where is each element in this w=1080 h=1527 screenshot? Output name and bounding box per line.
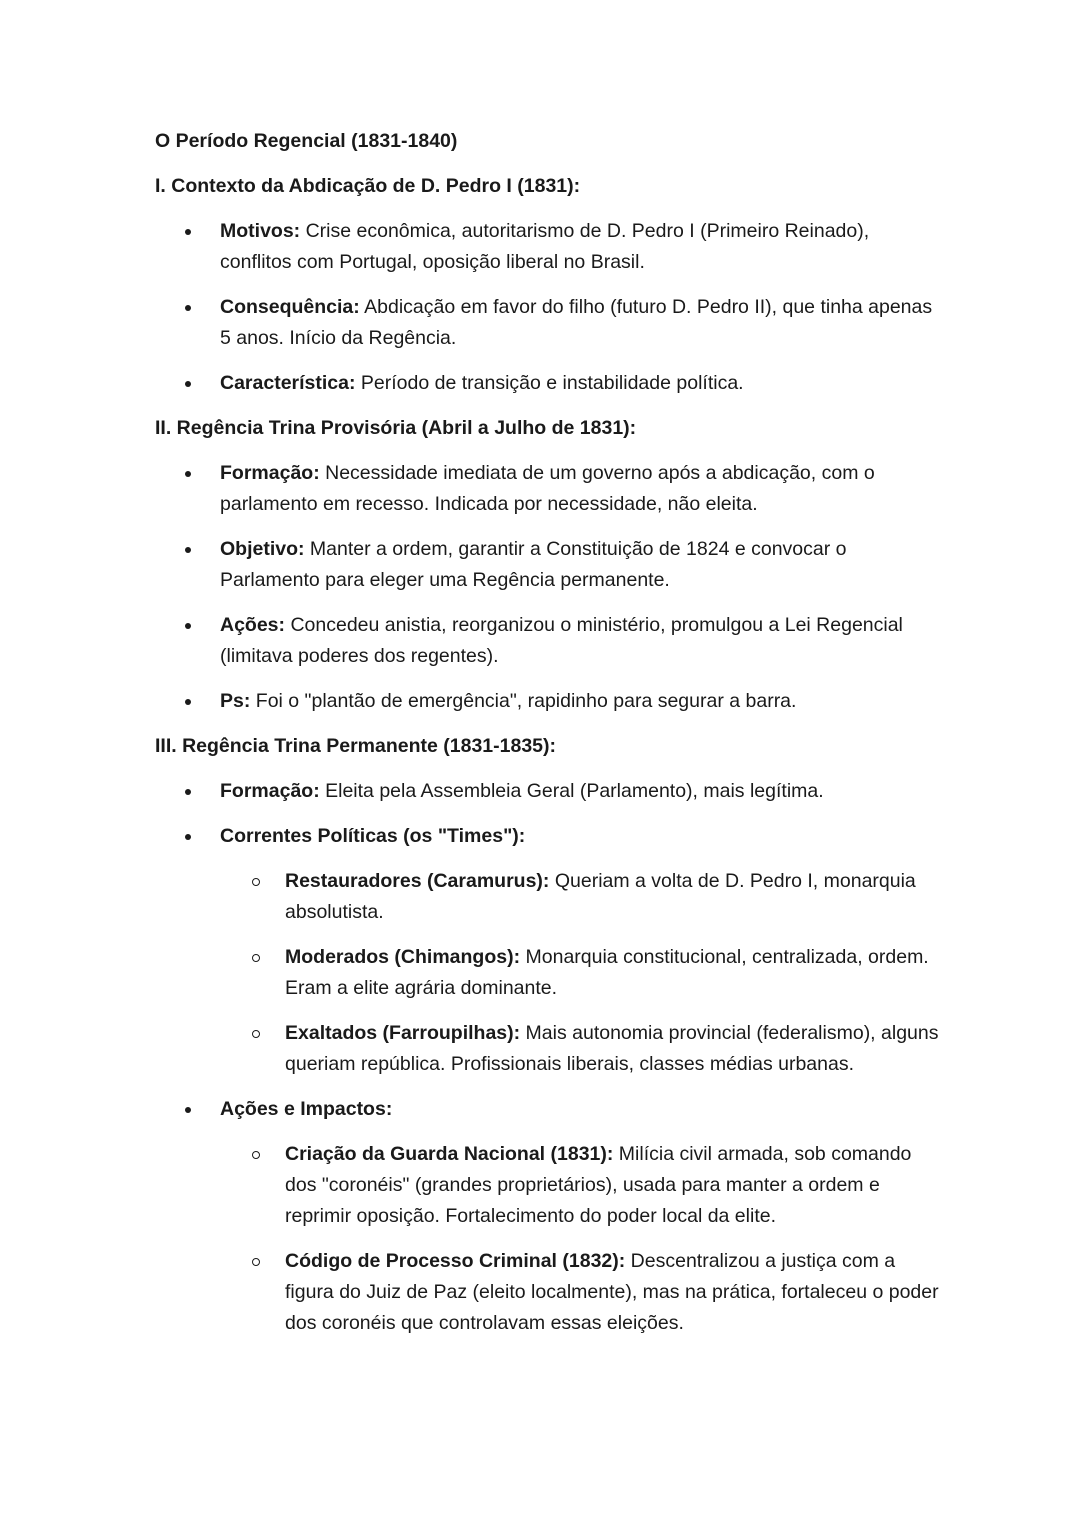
list-item: [155, 610, 945, 672]
list-item: [155, 776, 945, 807]
political-currents-list: [220, 866, 945, 1080]
item-term: Objetivo:: [220, 538, 305, 560]
list-item: [155, 368, 945, 399]
document-title: O Período Regencial (1831-1840): [155, 130, 458, 152]
list-item: [155, 821, 945, 1080]
item-text: Eleita pela Assembleia Geral (Parlamento), mais legítima.: [319, 780, 824, 802]
section-heading-permanente: III. Regência Trina Permanente (1831-1835):: [155, 735, 557, 757]
item-term: Característica:: [220, 372, 356, 394]
item-text: Concedeu anistia, reorganizou o ministério, promulgou a Lei Regencial (limitava poderes dos regentes).: [220, 614, 903, 667]
sub-list-item: [220, 866, 945, 928]
section-list-provisoria: [155, 458, 945, 717]
item-text: Abdicação em favor do filho (futuro D. Pedro II), que tinha apenas 5 anos. Início da Regência.: [220, 296, 933, 349]
item-term: Código de Processo Criminal (1832):: [285, 1250, 626, 1272]
list-item: [155, 292, 945, 354]
item-text: Mais autonomia provincial (federalismo), alguns queriam república. Profissionais liberais, classes médias urbanas.: [285, 1022, 939, 1075]
item-text: Queriam a volta de D. Pedro I, monarquia absolutista.: [285, 870, 916, 923]
sub-list-item: [220, 942, 945, 1004]
item-text: Monarquia constitucional, centralizada, ordem. Eram a elite agrária dominante.: [285, 946, 929, 999]
list-item: [155, 1094, 945, 1339]
item-term: Consequência:: [220, 296, 360, 318]
sub-list-item: [220, 1139, 945, 1232]
document-page: [155, 126, 945, 1353]
item-text: Manter a ordem, garantir a Constituição de 1824 e convocar o Parlamento para eleger uma Regência permanente.: [220, 538, 847, 591]
item-term: Correntes Políticas (os "Times"):: [220, 825, 526, 847]
section-list-contexto: [155, 216, 945, 399]
item-term: Exaltados (Farroupilhas):: [285, 1022, 521, 1044]
section-heading-provisoria: II. Regência Trina Provisória (Abril a Julho de 1831):: [155, 417, 637, 439]
item-text: Foi o "plantão de emergência", rapidinho para segurar a barra.: [250, 690, 797, 712]
item-term: Ps:: [220, 690, 251, 712]
list-item: [155, 534, 945, 596]
item-term: Formação:: [220, 462, 320, 484]
item-term: Restauradores (Caramurus):: [285, 870, 550, 892]
item-term: Ações:: [220, 614, 286, 636]
item-text: Crise econômica, autoritarismo de D. Pedro I (Primeiro Reinado), conflitos com Portugal, oposição liberal no Brasil.: [220, 220, 870, 273]
list-item: [155, 458, 945, 520]
item-term: Ações e Impactos:: [220, 1098, 393, 1120]
item-term: Formação:: [220, 780, 320, 802]
item-text: Descentralizou a justiça com a figura do Juiz de Paz (eleito localmente), mas na prática, fortaleceu o poder dos coronéis que controlavam essas eleições.: [285, 1250, 939, 1334]
item-term: Motivos:: [220, 220, 301, 242]
actions-impacts-list: [220, 1139, 945, 1339]
sub-list-item: [220, 1018, 945, 1080]
list-item: [155, 686, 945, 717]
sub-list-item: [220, 1246, 945, 1339]
section-list-permanente: [155, 776, 945, 1339]
section-heading-contexto: I. Contexto da Abdicação de D. Pedro I (1831):: [155, 175, 581, 197]
item-text: Milícia civil armada, sob comando dos "coronéis" (grandes proprietários), usada para manter a ordem e reprimir oposição. Fortalecimento do poder local da elite.: [285, 1143, 912, 1227]
item-text: Necessidade imediata de um governo após a abdicação, com o parlamento em recesso. Indicada por necessidade, não eleita.: [220, 462, 875, 515]
item-term: Moderados (Chimangos):: [285, 946, 521, 968]
item-text: Período de transição e instabilidade política.: [355, 372, 744, 394]
item-term: Criação da Guarda Nacional (1831):: [285, 1143, 614, 1165]
list-item: [155, 216, 945, 278]
